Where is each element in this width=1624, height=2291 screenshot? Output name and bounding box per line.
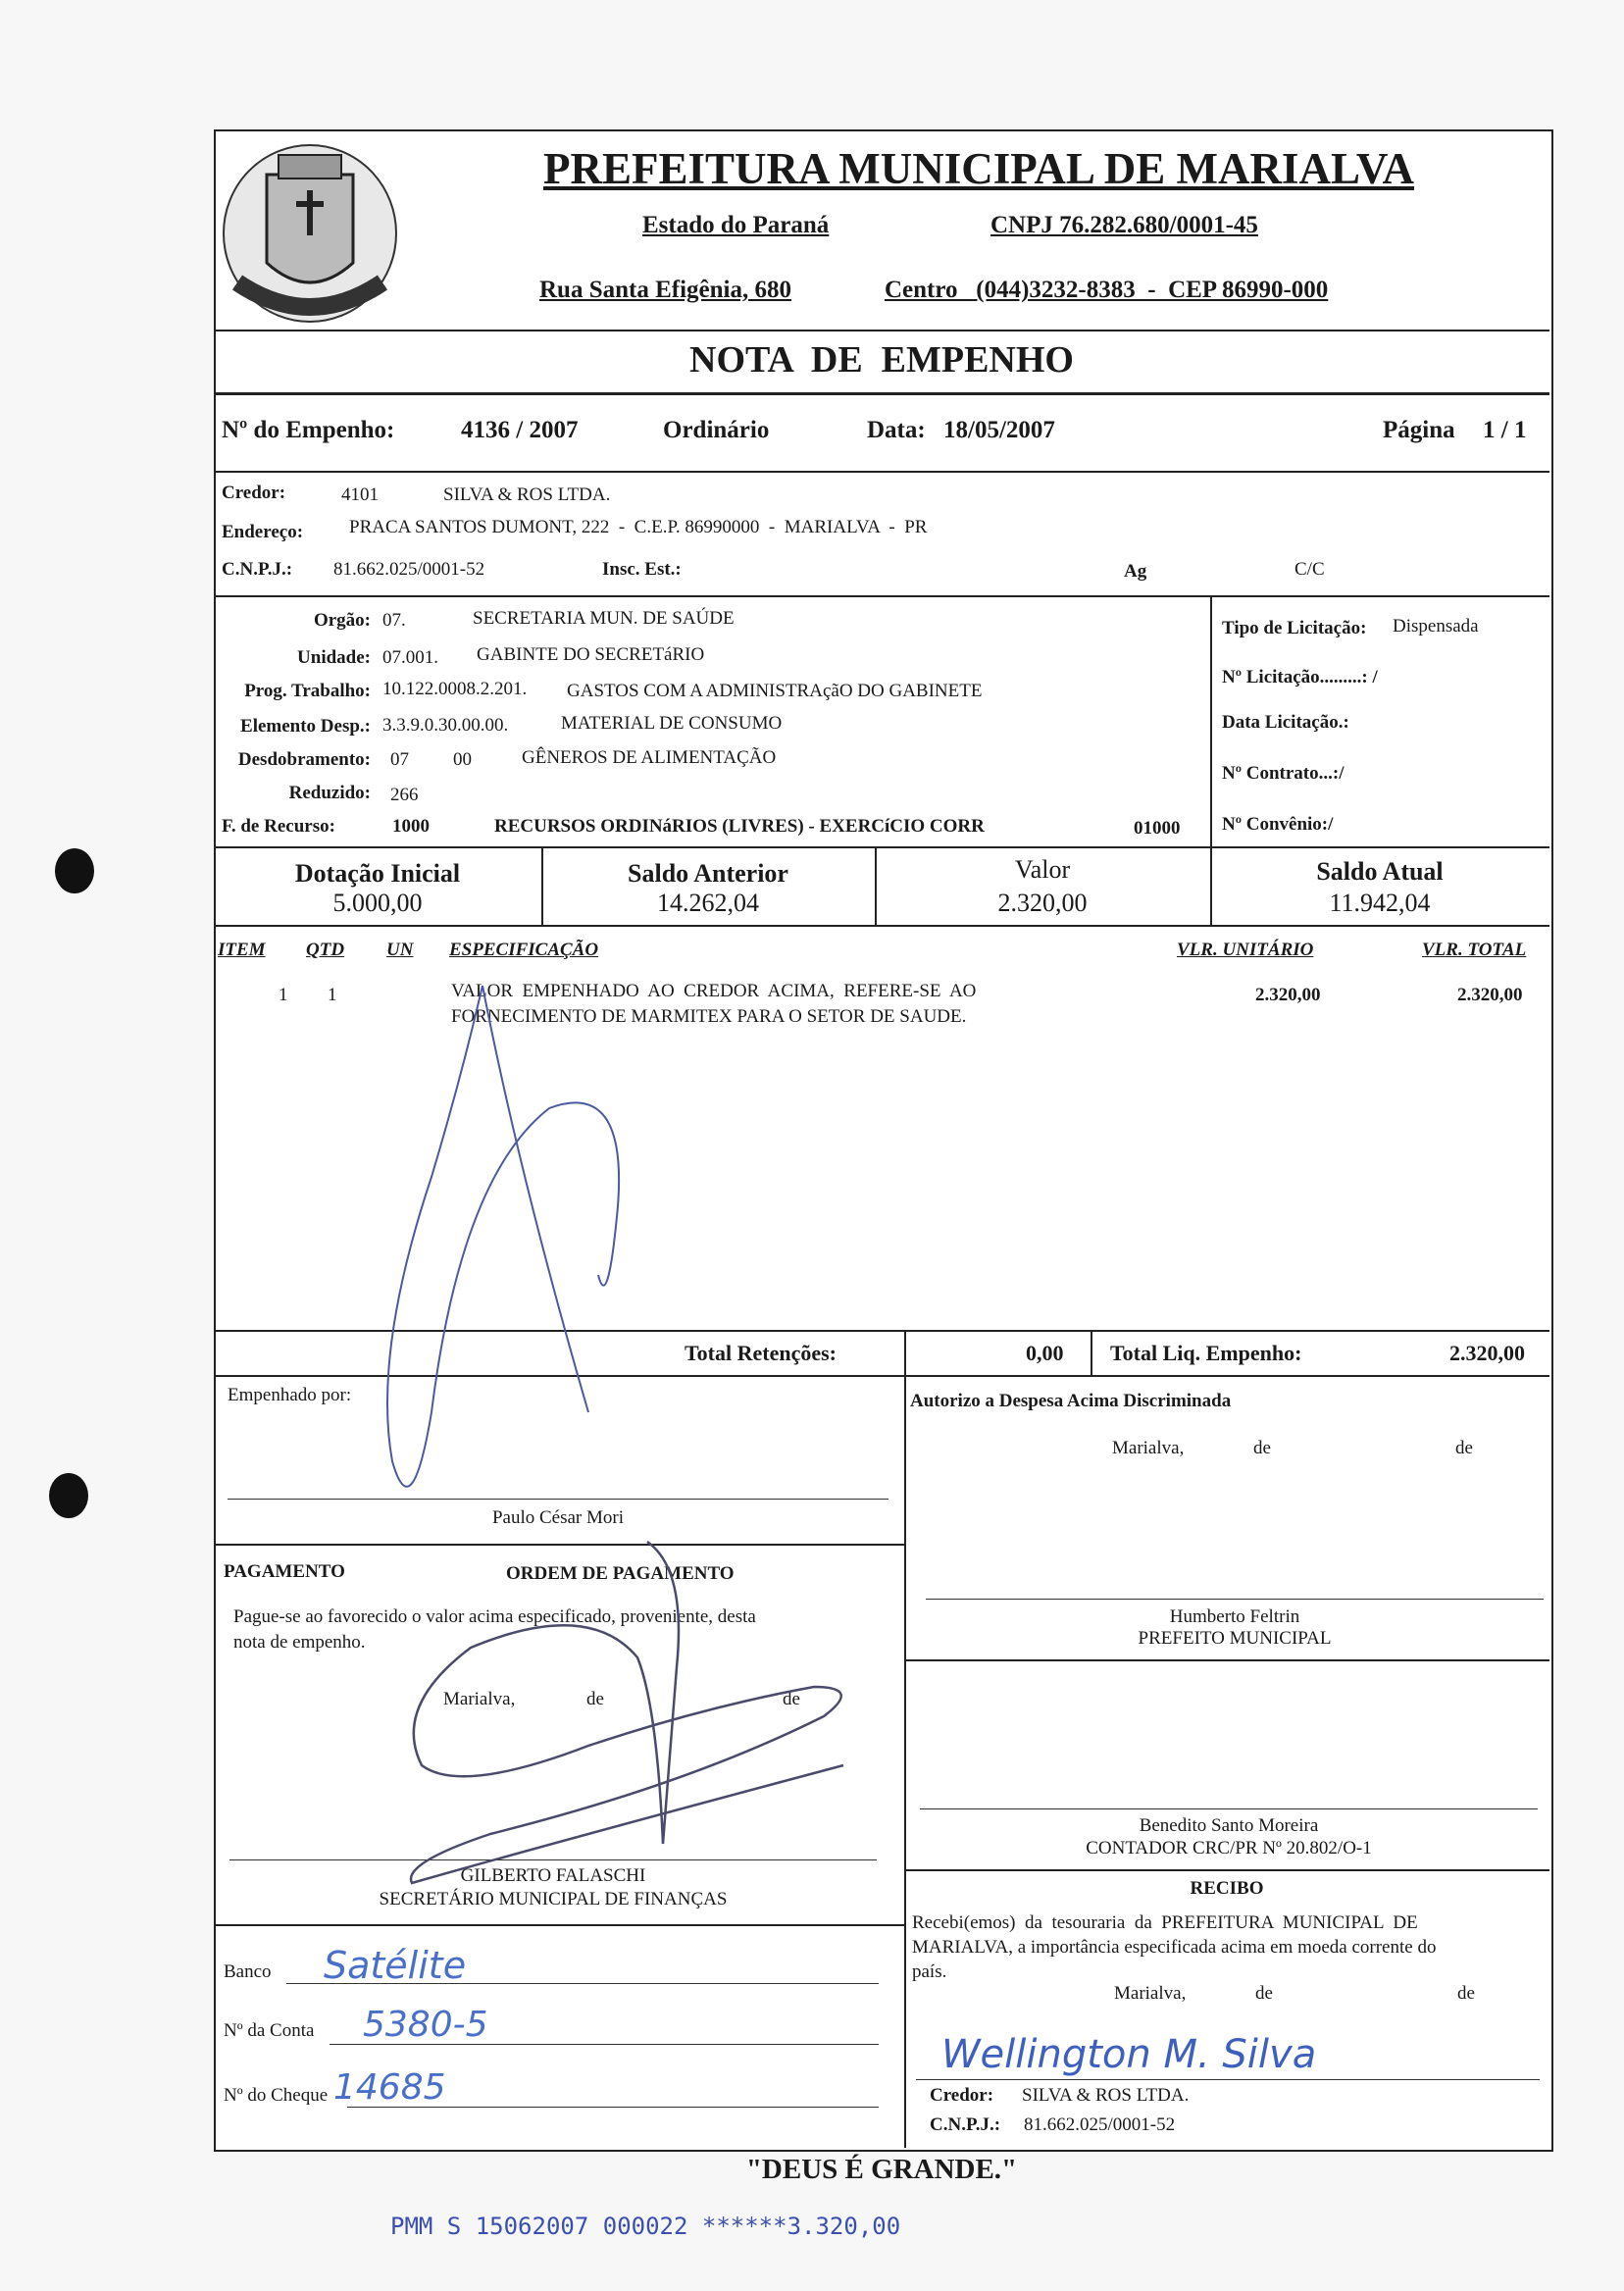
secretario-role: SECRETÁRIO MUNICIPAL DE FINANÇAS (379, 1889, 728, 1909)
licitacao-tipo: Dispensada (1393, 616, 1479, 636)
conta-label: Nº da Conta (224, 2020, 315, 2041)
header-address: Rua Santa Efigênia, 680 (539, 277, 791, 303)
prog-name: GASTOS COM A ADMINISTRAçãO DO GABINETE (567, 681, 983, 701)
col-item: ITEM (218, 940, 266, 960)
autorizo-place: Marialva, (1112, 1438, 1185, 1458)
recibo-cnpj-label: C.N.P.J.: (930, 2114, 1001, 2135)
row-total-value: 2.320,00 (1457, 985, 1523, 1005)
pagamento-place: Marialva, (443, 1689, 516, 1709)
pagamento-text1: Pague-se ao favorecido o valor acima especificado, proveniente, desta (233, 1606, 756, 1627)
header-cnpj: CNPJ 76.282.680/0001-45 (990, 212, 1258, 238)
pagamento-de1: de (586, 1689, 604, 1709)
empenho-number-label: Nº do Empenho: (222, 417, 395, 443)
empenho-number: 4136 / 2007 (461, 417, 579, 443)
autorizo-label: Autorizo a Despesa Acima Discriminada (910, 1391, 1232, 1411)
ordem-signature (411, 1542, 843, 1883)
liq-empenho-label: Total Liq. Empenho: (1110, 1341, 1302, 1365)
address-label: Endereço: (222, 522, 304, 542)
unidade-code: 07.001. (382, 647, 438, 668)
credor-name: SILVA & ROS LTDA. (443, 484, 611, 505)
autorizo-de2: de (1455, 1438, 1473, 1458)
col-qtd: QTD (306, 940, 345, 960)
empenhado-label: Empenhado por: (228, 1385, 352, 1405)
unidade-label: Unidade: (297, 647, 371, 668)
banco-value: Satélite (324, 1944, 467, 1987)
credor-label: Credor: (222, 483, 286, 503)
pagamento-text2: nota de empenho. (233, 1632, 366, 1653)
desdobramento-b: 00 (453, 749, 472, 770)
col-total-value: VLR. TOTAL (1422, 940, 1527, 960)
saldo-anterior-value: 14.262,04 (657, 889, 759, 917)
desdobramento-a: 07 (390, 749, 409, 770)
ordem-pagamento-label: ORDEM DE PAGAMENTO (506, 1563, 735, 1584)
prefeito-name: Humberto Feltrin (1169, 1606, 1300, 1627)
header-state: Estado do Paraná (642, 212, 830, 238)
contador-name: Benedito Santo Moreira (1139, 1815, 1319, 1836)
col-unit-value: VLR. UNITÁRIO (1177, 940, 1314, 960)
recibo-de2: de (1457, 1983, 1475, 2004)
empenho-signature (387, 986, 619, 1487)
elemento-label: Elemento Desp.: (240, 716, 371, 737)
cnpj-label: C.N.P.J.: (222, 559, 293, 580)
prog-label: Prog. Trabalho: (244, 681, 371, 701)
page-label: Página (1383, 417, 1455, 443)
desdobramento-label: Desdobramento: (237, 749, 371, 770)
licitacao-tipo-label: Tipo de Licitação: (1222, 618, 1367, 638)
footer-motto: "DEUS É GRANDE." (745, 2154, 1018, 2185)
contrato-number: Nº Contrato...:/ (1222, 763, 1345, 784)
insc-label: Insc. Est.: (602, 559, 682, 580)
recurso-label: F. de Recurso: (222, 816, 335, 837)
contador-role: CONTADOR CRC/PR Nº 20.802/O-1 (1086, 1838, 1372, 1858)
prefeito-role: PREFEITO MUNICIPAL (1138, 1628, 1332, 1649)
cheque-label: Nº do Cheque (224, 2085, 329, 2106)
empenho-date: 18/05/2007 (943, 417, 1055, 443)
empenhado-name: Paulo César Mori (491, 1507, 625, 1528)
saldo-atual-value: 11.942,04 (1329, 889, 1431, 917)
liq-empenho-value: 2.320,00 (1449, 1341, 1525, 1365)
conta-value: 5380-5 (363, 2005, 488, 2045)
retencoes-value: 0,00 (1026, 1341, 1064, 1365)
elemento-name: MATERIAL DE CONSUMO (561, 713, 783, 734)
row-item: 1 (279, 985, 288, 1005)
saldo-atual-label: Saldo Atual (1316, 857, 1444, 886)
licitacao-number: Nº Licitação.........: / (1222, 667, 1378, 687)
recibo-de1: de (1255, 1983, 1273, 2004)
saldo-anterior-label: Saldo Anterior (628, 859, 788, 888)
desdobramento-name: GÊNEROS DE ALIMENTAÇÃO (522, 747, 777, 768)
orgao-name: SECRETARIA MUN. DE SAÚDE (473, 608, 735, 629)
recurso-name: RECURSOS ORDINáRIOS (LIVRES) - EXERCíCIO CORR (494, 816, 985, 837)
col-un: UN (386, 940, 414, 960)
banco-label: Banco (224, 1961, 272, 1982)
payment-stamp: PMM S 15062007 000022 ******3.320,00 (390, 2213, 901, 2240)
recibo-place: Marialva, (1114, 1983, 1187, 2004)
valor-value: 2.320,00 (997, 889, 1088, 917)
row-spec-line2: FORNECIMENTO DE MARMITEX PARA O SETOR DE SAUDE. (451, 1006, 967, 1027)
secretario-name: GILBERTO FALASCHI (460, 1865, 646, 1886)
credor-signature: Wellington M. Silva (941, 2032, 1317, 2077)
empenho-type: Ordinário (663, 417, 770, 443)
elemento-code: 3.3.9.0.30.00.00. (382, 715, 509, 736)
credor-cnpj: 81.662.025/0001-52 (333, 559, 485, 580)
dotacao-value: 5.000,00 (332, 889, 423, 917)
recibo-cnpj: 81.662.025/0001-52 (1024, 2114, 1176, 2135)
dotacao-label: Dotação Inicial (294, 859, 461, 888)
recurso-number: 01000 (1134, 818, 1181, 839)
orgao-code: 07. (382, 610, 406, 631)
cheque-value: 14685 (333, 2067, 446, 2108)
reduzido-label: Reduzido: (288, 783, 371, 803)
row-spec-line1: VALOR EMPENHADO AO CREDOR ACIMA, REFERE-SE AO (451, 981, 977, 1001)
document-title: NOTA DE EMPENHO (689, 339, 1074, 381)
reduzido-value: 266 (390, 785, 419, 805)
recibo-credor: SILVA & ROS LTDA. (1022, 2085, 1190, 2106)
header-contact: Centro (044)3232-8383 - CEP 86990-000 (885, 277, 1329, 303)
valor-label: Valor (1014, 855, 1071, 884)
licitacao-date: Data Licitação.: (1222, 712, 1349, 733)
empenho-date-label: Data: (867, 417, 926, 443)
recibo-text2: MARIALVA, a importância especificada acima em moeda corrente do (912, 1937, 1437, 1958)
recibo-credor-label: Credor: (930, 2085, 994, 2106)
credor-code: 4101 (341, 484, 379, 505)
recibo-text1: Recebi(emos) da tesouraria da PREFEITURA MUNICIPAL DE (912, 1912, 1418, 1933)
unidade-name: GABINTE DO SECRETáRIO (477, 644, 705, 665)
autorizo-de1: de (1253, 1438, 1271, 1458)
retencoes-label: Total Retenções: (685, 1341, 837, 1365)
cc-label: C/C (1294, 559, 1325, 580)
credor-address: PRACA SANTOS DUMONT, 222 - C.E.P. 86990000 - MARIALVA - PR (349, 517, 928, 537)
header-title: PREFEITURA MUNICIPAL DE MARIALVA (543, 144, 1415, 193)
pagamento-label: PAGAMENTO (224, 1561, 345, 1582)
pagamento-de2: de (783, 1689, 800, 1709)
recurso-code: 1000 (392, 816, 430, 837)
convenio-number: Nº Convênio:/ (1222, 814, 1334, 835)
row-qtd: 1 (328, 985, 337, 1005)
prog-code: 10.122.0008.2.201. (382, 679, 528, 699)
page-number: 1 / 1 (1483, 417, 1527, 443)
ag-label: Ag (1124, 561, 1147, 582)
recibo-title: RECIBO (1190, 1878, 1264, 1899)
row-unit-value: 2.320,00 (1255, 985, 1321, 1005)
orgao-label: Orgão: (313, 610, 371, 631)
col-spec: ESPECIFICAÇÃO (449, 940, 599, 960)
recibo-text3: país. (912, 1961, 947, 1982)
